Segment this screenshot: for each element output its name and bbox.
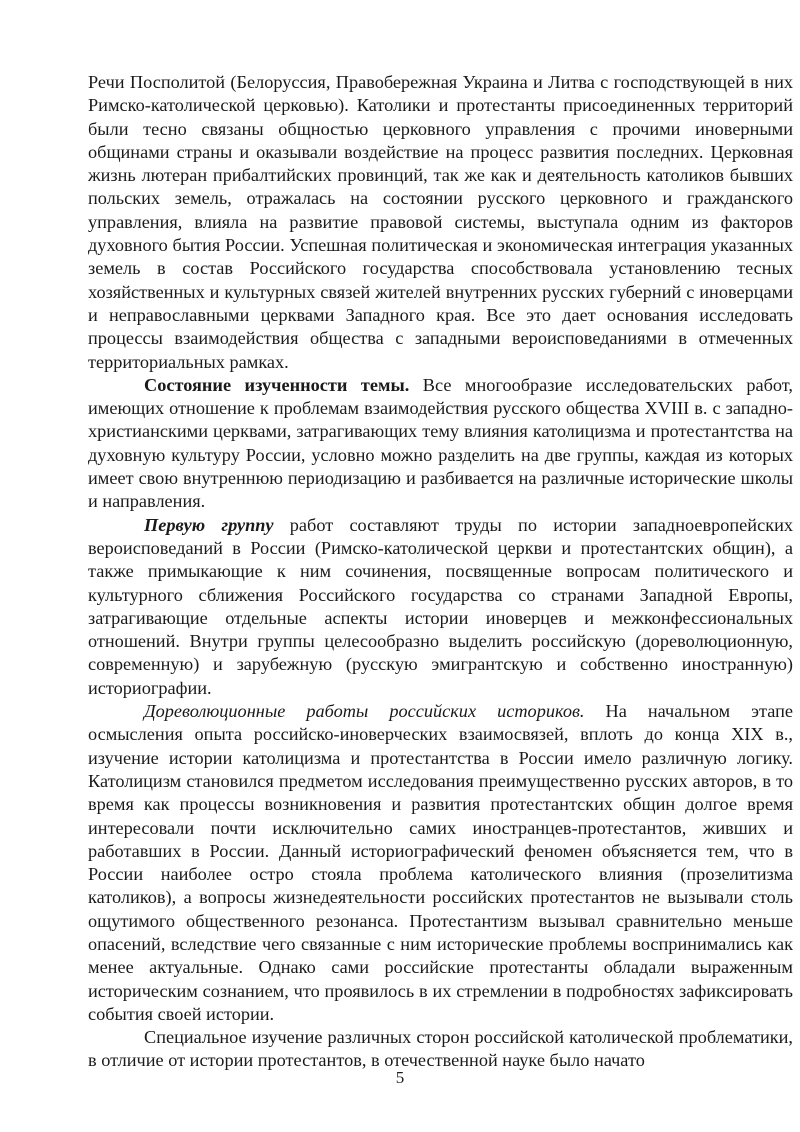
paragraph-text: Специальное изучение различных сторон российской католической проблематики, в отличие от истории протестантов, в отечественной науке было начато — [88, 1027, 793, 1071]
paragraph-state-of-research — [88, 374, 793, 514]
page-number: 5 — [395, 1068, 405, 1087]
paragraph-prerevolutionary-works — [88, 700, 793, 1026]
paragraph-heading-bold: Состояние изученности темы. — [144, 374, 410, 395]
paragraph-text: На начальном этапе осмысления опыта российско-иноверческих взаимосвязей, вплоть до конца XIX в., изучение истории католицизма и протестантства в России имело различную логику. Католицизм становился предметом исследования преимущественно русских авторов, в то время как процессы возникновения и развития протестантских общин долгое время интересовали почти исключительно самих иностранцев-протестантов, живших и работавших в России. Данный историографический феномен объясняется тем, что в России наиболее остро стояла проблема католического влияния (прозелитизма католиков), а вопросы жизнедеятельности российских протестантов не вызывали столь ощутимого общественного резонанса. Протестантизм вызывал сравнительно меньше опасений, вследствие чего связанные с ним исторические проблемы воспринимались как менее актуальные. Однако сами российские протестанты обладали выраженным историческим сознанием, что проявилось в их стремлении в подробностях зафиксировать события своей истории. — [88, 701, 793, 1024]
paragraph-text: работ составляют труды по истории западноевропейских вероисповеданий в России (Римско-католической церкви и протестантских общин), а также примыкающие к ним сочинения, посвященные вопросам политического и культурного сближения Российского государства со странами Западной Европы, затрагивающие отдельные аспекты истории иноверцев и межконфессиональных отношений. Внутри группы целесообразно выделить российскую (дореволюционную, современную) и зарубежную (русскую эмигрантскую и собственно иностранную) историографии. — [88, 514, 793, 698]
page-body — [88, 71, 793, 1073]
paragraph-emphasis-bold-italic: Первую группу — [144, 514, 274, 535]
paragraph-continuation — [88, 71, 793, 374]
paragraph-special-study — [88, 1026, 793, 1073]
paragraph-text: Все многообразие исследовательских работ, имеющих отношение к проблемам взаимодействия русского общества XVIII в. с западно-христианскими церквами, затрагивающих тему влияния католицизма и протестантства на духовную культуру России, условно можно разделить на две группы, каждая из которых имеет свою внутреннюю периодизацию и разбивается на различные исторические школы и направления. — [88, 374, 793, 512]
paragraph-text: Речи Посполитой (Белоруссия, Правобережная Украина и Литва с господствующей в них Римско-католической церковью). Католики и протестанты присоединенных территорий были тесно связаны общностью церковного управления с прочими иноверными общинами страны и оказывали воздействие на процесс развития последних. Церковная жизнь лютеран прибалтийских провинций, так же как и деятельность католиков бывших польских земель, отражалась на состоянии русского церковного и гражданского управления, влияла на развитие правовой системы, выступала одним из факторов духовного бытия России. Успешная политическая и экономическая интеграция указанных земель в состав Российского государства способствовала установлению тесных хозяйственных и культурных связей жителей внутренних русских губерний с иноверцами и неправославными церквами Западного края. Все это дает основания исследовать процессы взаимодействия общества с западными вероисповеданиями в отмеченных территориальных рамках. — [88, 72, 793, 372]
paragraph-first-group — [88, 514, 793, 700]
paragraph-emphasis-italic: Дореволюционные работы российских историков. — [144, 701, 585, 722]
